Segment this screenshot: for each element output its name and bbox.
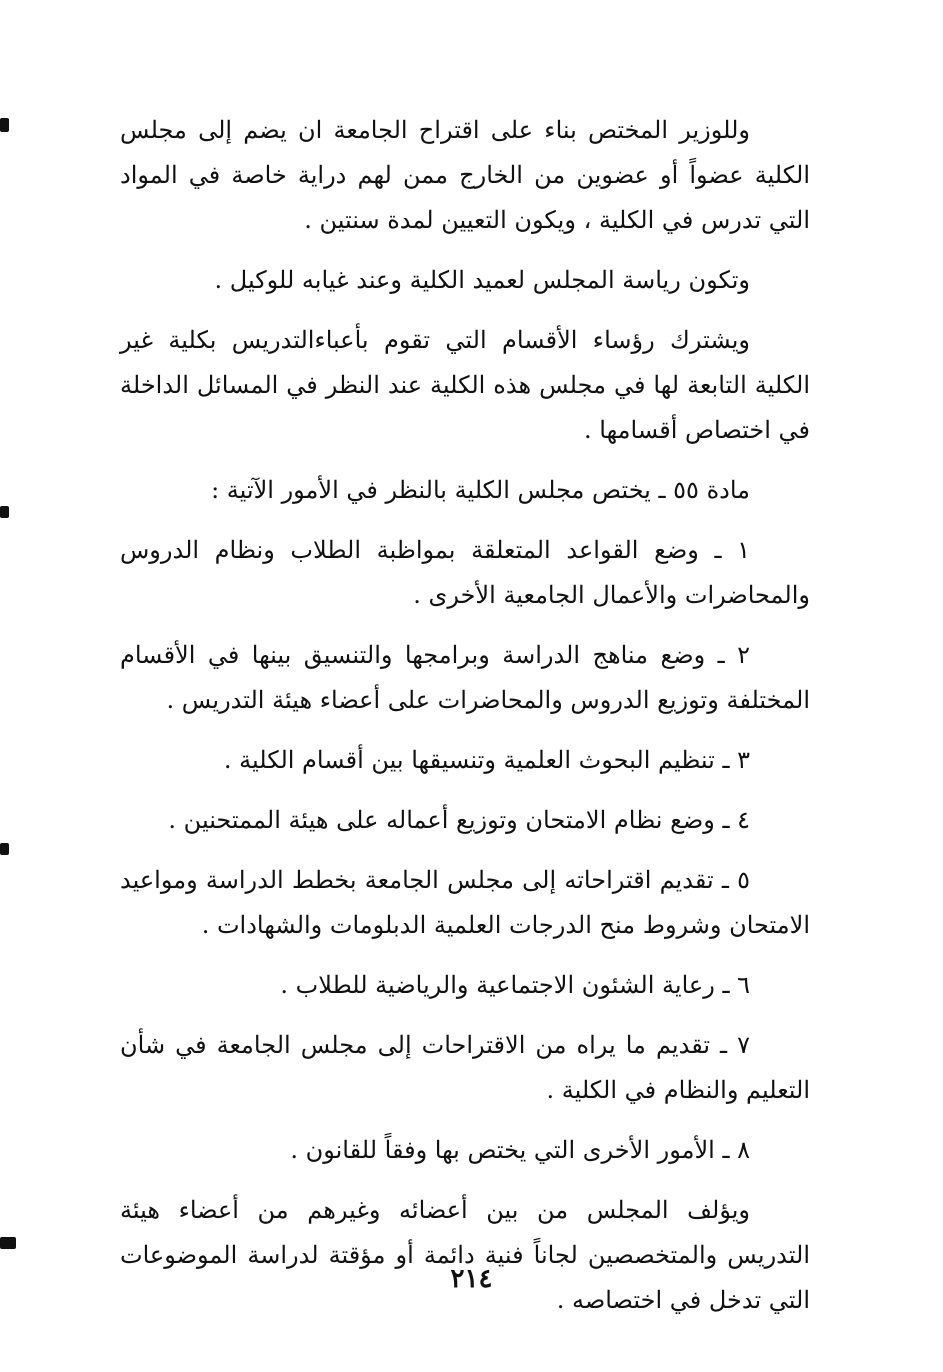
- list-item-7: ٧ ـ تقديم ما يراه من الاقتراحات إلى مجلس الجامعة في شأن التعليم والنظام في الكلية .: [120, 1031, 810, 1104]
- list-item-8: ٨ ـ الأمور الأخرى التي يختص بها وفقاً للقانون .: [290, 1136, 750, 1164]
- list-item-3: ٣ ـ تنظيم البحوث العلمية وتنسيقها بين أقسام الكلية .: [223, 746, 750, 774]
- margin-mark: [0, 1237, 16, 1249]
- body-text: [120, 108, 810, 1338]
- paragraph-council-chair: وتكون رياسة المجلس لعميد الكلية وعند غيابه للوكيل .: [214, 266, 750, 294]
- list-item-2: ٢ ـ وضع مناهج الدراسة وبرامجها والتنسيق بينها في الأقسام المختلفة وتوزيع الدروس والمحاضرات على أعضاء هيئة التدريس .: [120, 641, 810, 714]
- list-item-6: ٦ ـ رعاية الشئون الاجتماعية والرياضية للطلاب .: [280, 971, 750, 999]
- paragraph-intro: وللوزير المختص بناء على اقتراح الجامعة ان يضم إلى مجلس الكلية عضواً أو عضوين من الخارج ممن لهم دراية خاصة في المواد التي تدرس في الكلية ، ويكون التعيين لمدة سنتين .: [120, 116, 810, 234]
- margin-mark: [0, 118, 9, 132]
- margin-mark: [0, 843, 9, 855]
- list-item-4: ٤ ـ وضع نظام الامتحان وتوزيع أعماله على هيئة الممتحنين .: [168, 806, 750, 834]
- margin-mark: [0, 506, 9, 518]
- article-55-heading: مادة ٥٥ ـ يختص مجلس الكلية بالنظر في الأمور الآتية :: [211, 476, 750, 504]
- list-item-5: ٥ ـ تقديم اقتراحاته إلى مجلس الجامعة بخطط الدراسة ومواعيد الامتحان وشروط منح الدرجات العلمية الدبلومات والشهادات .: [120, 866, 810, 939]
- paragraph-committees: ويؤلف المجلس من بين أعضائه وغيرهم من أعضاء هيئة التدريس والمتخصصين لجاناً فنية دائمة أو مؤقتة لدراسة الموضوعات التي تدخل في اختصاصه .: [120, 1196, 810, 1314]
- page-number: ٢١٤: [450, 1264, 493, 1294]
- list-item-1: ١ ـ وضع القواعد المتعلقة بمواظبة الطلاب ونظام الدروس والمحاضرات والأعمال الجامعية الأخرى .: [120, 536, 810, 609]
- paragraph-department-heads: ويشترك رؤساء الأقسام التي تقوم بأعباءالتدريس بكلية غير الكلية التابعة لها في مجلس هذه الكلية عند النظر في المسائل الداخلة في اختصاص أقسامها .: [120, 326, 810, 444]
